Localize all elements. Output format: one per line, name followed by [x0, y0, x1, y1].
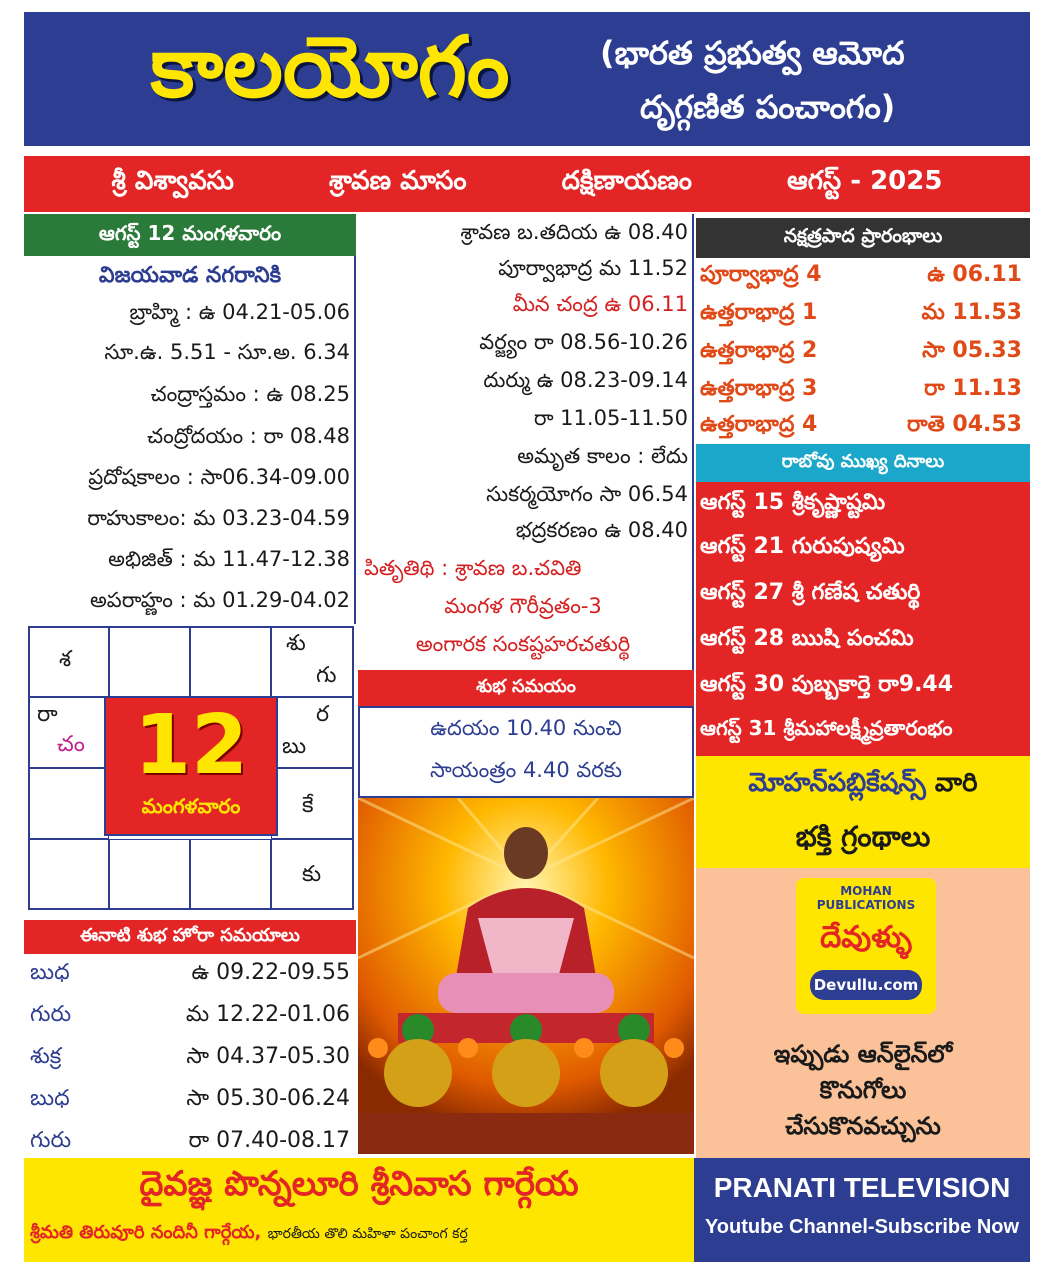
hora-heading: ఈనాటి శుభ హోరా సమయాలు [24, 920, 356, 954]
author-name: దైవజ్ఞ పొన్నలూరి శ్రీనివాస గార్గేయ [139, 1164, 579, 1204]
chart-cell [190, 626, 271, 697]
mohan-ad-line1 [696, 768, 1030, 804]
logo-text: PUBLICATIONS [816, 898, 916, 912]
chart-cell [271, 697, 354, 768]
panchang-row: రా 11.05-11.50 [533, 406, 688, 430]
hora-time: రా 07.40-08.17 [188, 1128, 350, 1153]
date-heading: ఆగస్ట్ 12 మంగళవారం [24, 214, 356, 256]
tv-name: PRANATI TELEVISION [713, 1172, 1011, 1203]
nakshatra-time: ఉ 06.11 [927, 262, 1022, 287]
hora-time: సా 05.30-06.24 [186, 1086, 350, 1111]
online-line: చేసుకొనవచ్చును [785, 1112, 941, 1140]
chart-cell [28, 839, 109, 910]
samvatsara-label: శ్రీ విశ్వావసు [111, 166, 234, 196]
hora-time: సా 04.37-05.30 [186, 1044, 350, 1069]
co-author [30, 1222, 690, 1247]
chart-cell [271, 768, 354, 839]
chart-cell [28, 626, 109, 697]
cell-text: శు [286, 631, 306, 656]
festival-row: ఆగస్ట్ 27 శ్రీ గణేష చతుర్థి [700, 580, 921, 605]
cell-text: శ [59, 647, 72, 672]
hora-time: ఉ 09.22-09.55 [191, 960, 350, 985]
chart-center-date [104, 696, 278, 836]
panchang-row: శ్రావణ బ.తదియ ఉ 08.40 [460, 220, 688, 244]
chart-cell [271, 839, 354, 910]
timing-row: ప్రదోషకాలం : సా06.34-09.00 [88, 465, 350, 489]
chart-cell [109, 626, 190, 697]
mohan-ad-line2: భక్తి గ్రంథాలు [795, 820, 931, 853]
logo-text: MOHAN [840, 884, 892, 898]
panchang-row: పితృతిథి : శ్రావణ బ.చవితి [364, 556, 582, 580]
co-author-desc: భారతీయ తొలి మహిళా పంచాంగ కర్త [267, 1226, 468, 1242]
cell-text: కు [302, 862, 322, 887]
weekday-label: మంగళవారం [141, 794, 241, 818]
nakshatra-time: రాతె 04.53 [907, 412, 1022, 437]
logo-title: దేవుళ్ళు [820, 920, 912, 955]
ritual-photo [358, 798, 694, 1154]
month-year-label: ఆగస్ట్ - 2025 [787, 166, 943, 196]
hora-time: మ 12.22-01.06 [185, 1002, 350, 1027]
timing-row: బ్రాహ్మి : ఉ 04.21-05.06 [129, 300, 350, 324]
ritual-photo-illustration [358, 798, 694, 1154]
publisher-vari: వారి [934, 768, 978, 798]
festival-heading: రాబోవు ముఖ్య దినాలు [696, 444, 1030, 482]
shubha-heading: శుభ సమయం [358, 670, 694, 706]
chart-cell [28, 768, 109, 839]
shubha-line: సాయంత్రం 4.40 వరకు [429, 758, 622, 782]
cell-text: రా [37, 702, 58, 727]
hora-name: శుక్ర [30, 1044, 62, 1069]
festival-panel [696, 482, 1030, 756]
panchang-row: భద్రకరణం ఉ 08.40 [515, 518, 688, 542]
festival-row: ఆగస్ట్ 28 ఋషి పంచమి [700, 626, 914, 651]
hora-name: బుధ [30, 1086, 70, 1111]
hora-name: గురు [30, 1128, 72, 1153]
subtitle-line1: (భారత ప్రభుత్వ ఆమోద [600, 34, 905, 72]
nakshatra-name: ఉత్తరాభాద్ర 2 [700, 338, 818, 363]
cell-text: గు [316, 663, 337, 688]
nakshatra-name: ఉత్తరాభాద్ర 1 [700, 300, 818, 325]
cell-text: కే [302, 793, 314, 818]
hora-name: గురు [30, 1002, 72, 1027]
timing-row: చంద్రోదయం : రా 08.48 [147, 424, 350, 448]
panchang-row: మంగళ గౌరీవ్రతం-3 [444, 594, 602, 618]
panchang-row: సుకర్మయోగం సా 06.54 [486, 482, 688, 506]
nakshatra-time: మ 11.53 [921, 300, 1022, 325]
ayanam-label: దక్షిణాయణం [561, 166, 692, 196]
divider [24, 146, 1030, 156]
nakshatra-name: ఉత్తరాభాద్ర 4 [700, 412, 818, 437]
festival-row: ఆగస్ట్ 15 శ్రీకృష్ణాష్టమి [700, 490, 886, 515]
panchang-row: మీన చంద్ర ఉ 06.11 [512, 292, 688, 316]
nakshatra-name: పూర్వాభాద్ర 4 [700, 262, 822, 287]
panchang-row: వర్జ్యం రా 08.56-10.26 [479, 330, 688, 354]
subtitle-line2: దృగ్గణిత పంచాంగం) [640, 88, 896, 126]
chart-cell [109, 839, 190, 910]
chart-cell [190, 839, 271, 910]
cell-text: బు [282, 734, 307, 759]
timing-row: అభిజిత్ : మ 11.47-12.38 [108, 547, 350, 571]
nakshatra-heading: నక్షత్రపాద ప్రారంభాలు [696, 218, 1030, 258]
panchang-row: అంగారక సంకష్టహరచతుర్థి [415, 632, 631, 656]
chart-cell [28, 697, 109, 768]
panchang-row: పూర్వాభాద్ర మ 11.52 [498, 256, 688, 280]
city-label: విజయవాడ నగరానికి [98, 263, 282, 288]
timing-row: చంద్రాస్తమం : ఉ 08.25 [150, 382, 350, 406]
online-line: కొనుగోలు [819, 1076, 907, 1104]
cell-text: చం [57, 732, 85, 757]
page-title: కాలయోగం [150, 18, 510, 116]
panchang-row: అమృత కాలం : లేదు [517, 444, 688, 468]
festival-row: ఆగస్ట్ 31 శ్రీమహాలక్ష్మీవ్రతారంభం [700, 716, 953, 740]
timing-row: రాహుకాలం: మ 03.23-04.59 [87, 506, 350, 530]
chart-cell [271, 626, 354, 697]
festival-row: ఆగస్ట్ 21 గురుపుష్యమి [700, 534, 905, 559]
cell-text: ర [316, 702, 330, 727]
nakshatra-time: సా 05.33 [922, 338, 1022, 363]
youtube-subscribe[interactable]: Youtube Channel-Subscribe Now [704, 1216, 1020, 1238]
hora-name: బుధ [30, 960, 70, 985]
panchang-row: దుర్ము ఉ 08.23-09.14 [483, 368, 688, 392]
day-number: 12 [133, 698, 249, 793]
festival-row: ఆగస్ట్ 30 పుబ్బకార్తె రా9.44 [700, 672, 954, 697]
timing-row: సూ.ఉ. 5.51 - సూ.అ. 6.34 [104, 340, 350, 364]
nakshatra-name: ఉత్తరాభాద్ర 3 [700, 376, 818, 401]
timing-row: అపరాహ్ణం : మ 01.29-04.02 [90, 588, 350, 612]
calendar-info-bar [24, 156, 1030, 212]
website-link[interactable]: Devullu.com [810, 970, 922, 1000]
online-line: ఇప్పుడు ఆన్‌లైన్‌లో [773, 1040, 953, 1068]
shubha-line: ఉదయం 10.40 నుంచి [430, 716, 622, 740]
publisher-name: మోహన్‌పబ్లికేషన్స్ [748, 768, 926, 798]
co-author-name: శ్రీమతి తిరువూరి నందినీ గార్గేయ, [30, 1222, 262, 1243]
nakshatra-time: రా 11.13 [924, 376, 1022, 401]
masam-label: శ్రావణ మాసం [328, 166, 467, 196]
